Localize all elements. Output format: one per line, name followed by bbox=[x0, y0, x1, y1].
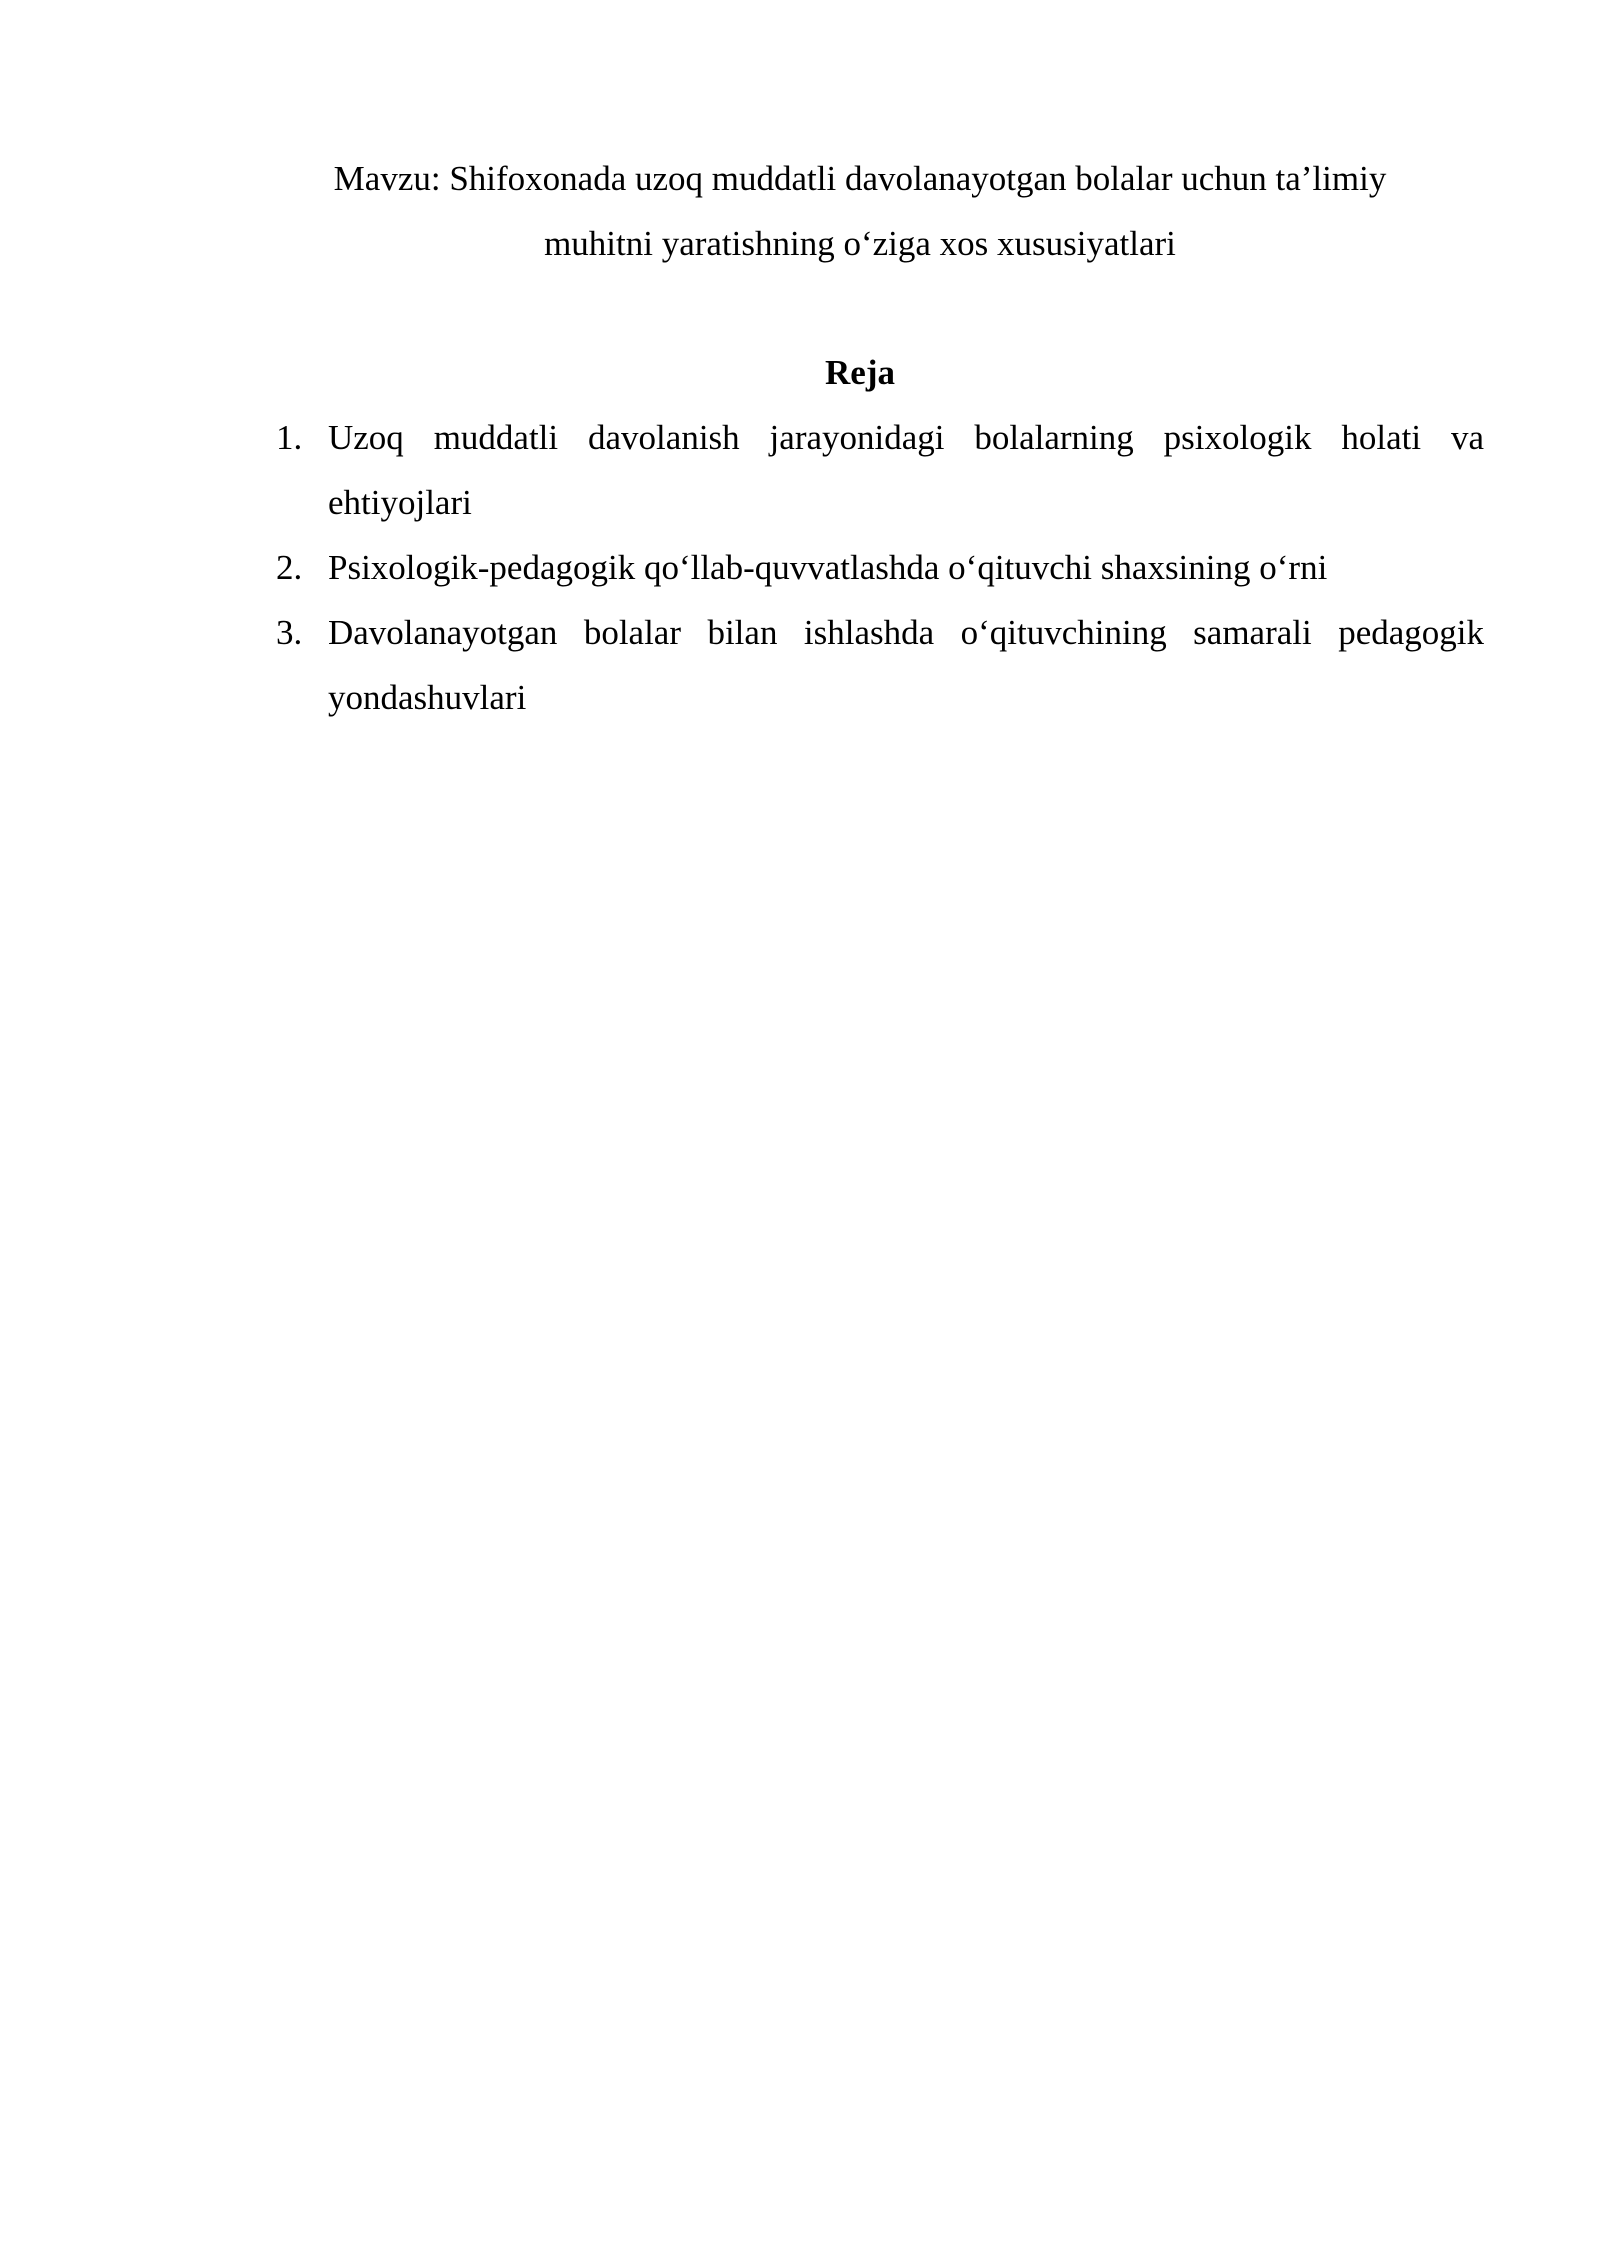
plan-item-text: Uzoq muddatli davolanish jarayonidagi bolalarning psixologik holati va ehtiyojlari bbox=[328, 418, 1484, 522]
topic-title bbox=[240, 146, 1480, 276]
plan-item bbox=[276, 600, 1484, 730]
plan-item-number: 2. bbox=[276, 548, 303, 587]
plan-item bbox=[276, 535, 1484, 600]
topic-title-line-1: Mavzu: Shifoxonada uzoq muddatli davolanayotgan bolalar uchun ta’limiy bbox=[333, 159, 1387, 198]
plan-item bbox=[276, 405, 1484, 535]
plan-heading: Reja bbox=[825, 353, 895, 392]
plan-item-text: Psixologik-pedagogik qo‘llab-quvvatlashda o‘qituvchi shaxsining o‘rni bbox=[328, 548, 1328, 587]
plan-list bbox=[276, 405, 1484, 730]
topic-title-line-2: muhitni yaratishning o‘ziga xos xususiyatlari bbox=[544, 224, 1176, 263]
plan-item-text: Davolanayotgan bolalar bilan ishlashda o‘qituvchining samarali pedagogik yondashuvlari bbox=[328, 613, 1484, 717]
plan-item-number: 3. bbox=[276, 613, 303, 652]
plan-item-number: 1. bbox=[276, 418, 303, 457]
